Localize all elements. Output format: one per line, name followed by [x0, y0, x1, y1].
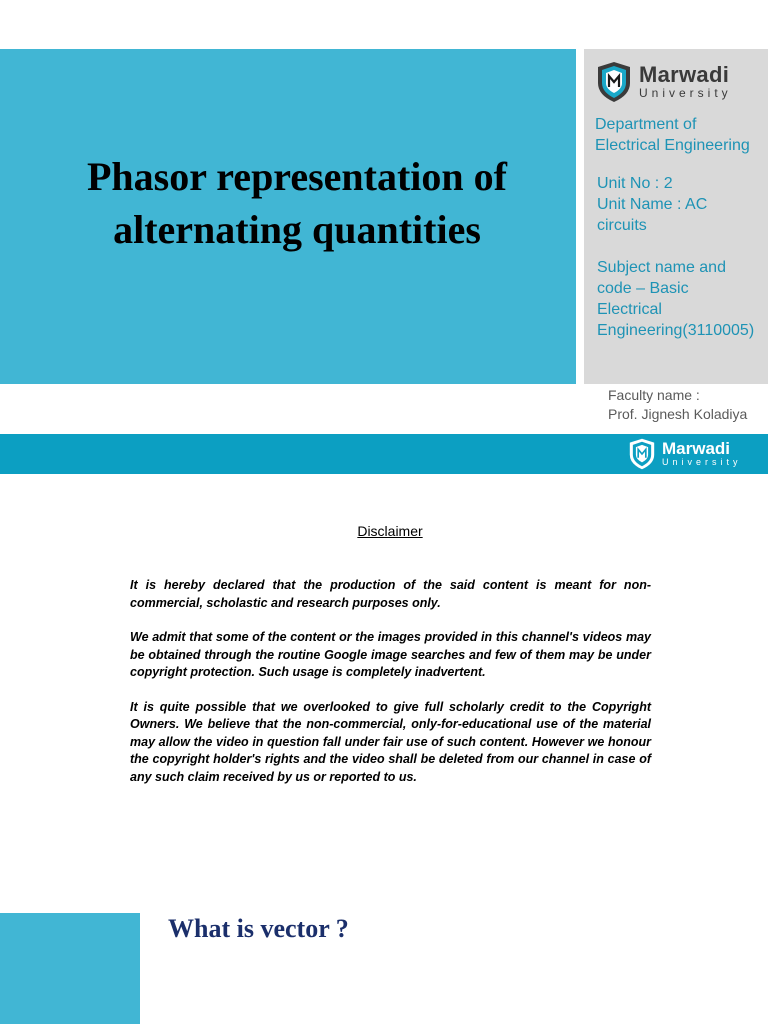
university-shield-icon — [596, 61, 632, 103]
logo-subtitle: University — [639, 86, 732, 100]
slide-title-line-1: Phasor representation of — [87, 154, 507, 199]
department-text — [595, 114, 750, 156]
subject-info — [597, 257, 754, 341]
disclaimer-paragraph-3: It is quite possible that we overlooked to give full scholarly credit to the Copyright Owners. We believe that the non-commercial, only-for-educational use of the material may allow the video in question fall under fair use of such content. However we honour the copyright holder's rights and the video shall be deleted from our channel in case of any such claim received by us or reported to us. — [130, 699, 651, 784]
university-logo — [596, 61, 732, 103]
disclaimer-heading: Disclaimer — [357, 523, 423, 539]
subject-line-2: code – Basic — [597, 280, 689, 297]
logo-name: Marwadi — [639, 62, 730, 87]
unit-number: Unit No : 2 — [597, 175, 673, 192]
faculty-info — [608, 386, 747, 424]
disclaimer-paragraph-1: It is hereby declared that the production of the said content is meant for non-commercial, scholastic and research purposes only. — [130, 578, 651, 610]
department-line-2: Electrical Engineering — [595, 137, 750, 154]
vector-accent-panel — [0, 913, 140, 1024]
disclaimer-body — [130, 577, 651, 803]
footer-shield-icon — [628, 438, 656, 470]
slide-title — [0, 150, 594, 256]
faculty-name: Prof. Jignesh Koladiya — [608, 406, 748, 422]
faculty-label: Faculty name : — [608, 387, 700, 403]
department-line-1: Department of — [595, 116, 697, 133]
vector-slide-title: What is vector ? — [168, 914, 349, 943]
footer-logo-subtitle: University — [662, 457, 742, 467]
unit-info — [597, 173, 707, 236]
slide-title-line-2: alternating quantities — [113, 207, 481, 252]
subject-line-4: Engineering(3110005) — [597, 322, 755, 339]
subject-line-3: Electrical — [597, 301, 662, 318]
unit-name-line-2: circuits — [597, 217, 647, 234]
footer-logo-name: Marwadi — [662, 439, 731, 458]
subject-line-1: Subject name and — [597, 259, 726, 276]
unit-name-line-1: Unit Name : AC — [597, 196, 708, 213]
footer-logo — [628, 438, 742, 470]
disclaimer-paragraph-2: We admit that some of the content or the images provided in this channel's videos may be obtained through the routine Google image searches and few of them may be under copyright protection. Such usage is completely inadvertent. — [130, 630, 651, 679]
